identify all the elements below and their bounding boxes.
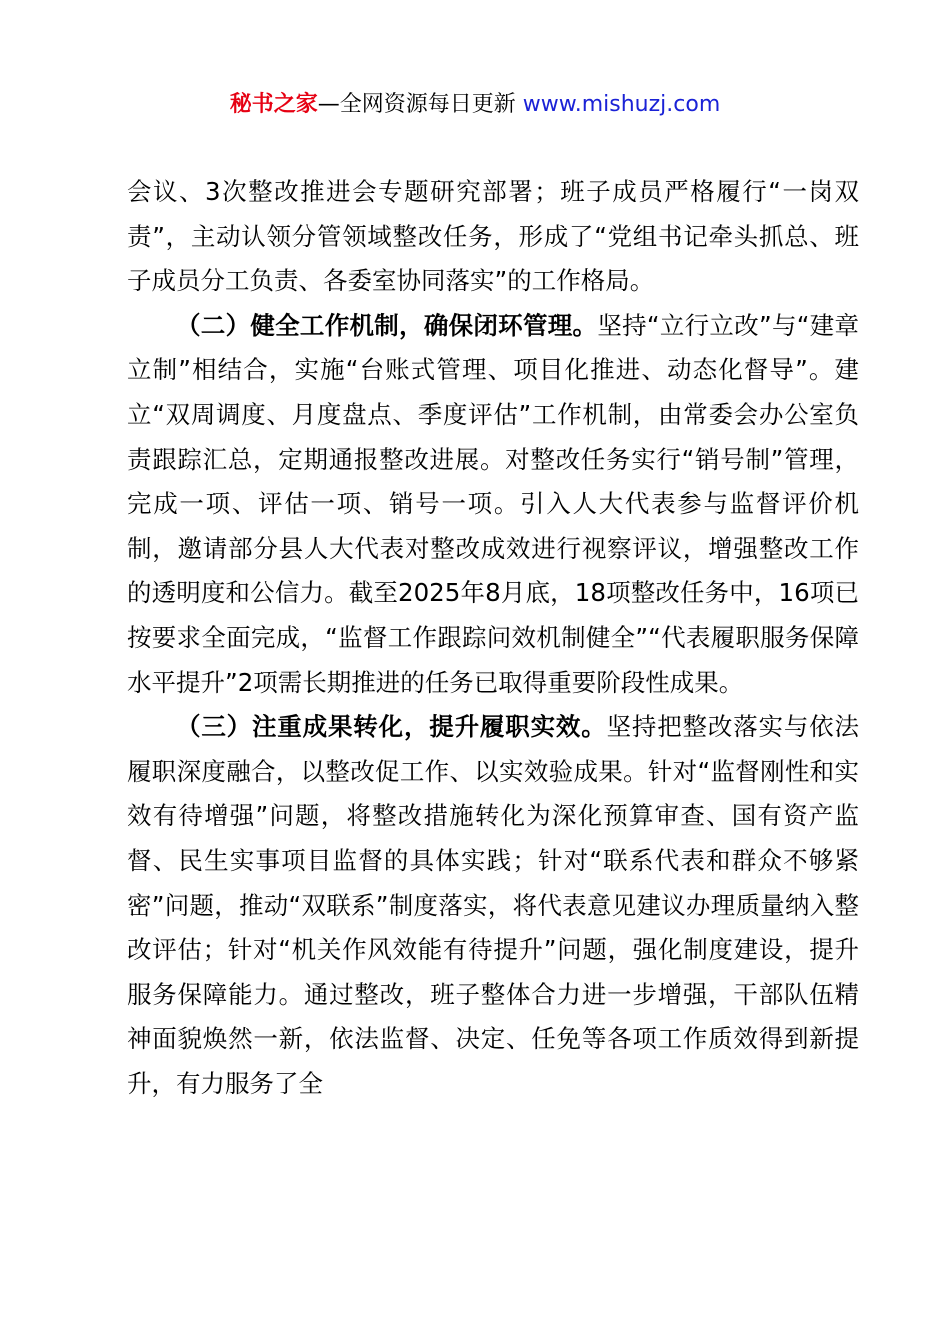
paragraph-3 <box>127 705 859 1106</box>
paragraph-1 <box>127 170 859 304</box>
header-tagline: —全网资源每日更新 <box>317 92 523 117</box>
header-brand: 秘书之家 <box>229 92 318 117</box>
header-site-link[interactable]: www.mishuzj.com <box>522 92 721 117</box>
paragraph-1-text: 会议、3次整改推进会专题研究部署；班子成员严格履行“一岗双责”，主动认领分管领域整改任务，形成了“党组书记牵头抓总、班子成员分工负责、各委室协同落实”的工作格局。 <box>127 177 859 296</box>
page-header <box>0 88 950 122</box>
document-body <box>127 170 859 1106</box>
section-heading-3: （三）注重成果转化，提升履职实效。 <box>176 712 607 742</box>
paragraph-3-text: 坚持把整改落实与依法履职深度融合，以整改促工作、以实效验成果。针对“监督刚性和实效有待增强”问题，将整改措施转化为深化预算审查、国有资产监督、民生实事项目监督的具体实践；针对“联系代表和群众不够紧密”问题，推动“双联系”制度落实，将代表意见建议办理质量纳入整改评估；针对“机关作风效能有待提升”问题，强化制度建设，提升服务保障能力。通过整改，班子整体合力进一步增强，干部队伍精神面貌焕然一新，依法监督、决定、任免等各项工作质效得到新提升，有力服务了全 <box>127 712 860 1098</box>
section-heading-2: （二）健全工作机制，确保闭环管理。 <box>176 310 598 340</box>
paragraph-2-text: 坚持“立行立改”与“建章立制”相结合，实施“台账式管理、项目化推进、动态化督导”。建立“双周调度、月度盘点、季度评估”工作机制，由常委会办公室负责跟踪汇总，定期通报整改进展。对整改任务实行“销号制”管理，完成一项、评估一项、销号一项。引入人大代表参与监督评价机制，邀请部分县人大代表对整改成效进行视察评议，增强整改工作的透明度和公信力。截至2025年8月底，18项整改任务中，16项已按要求全面完成，“监督工作跟踪问效机制健全”“代表履职服务保障水平提升”2项需长期推进的任务已取得重要阶段性成果。 <box>127 310 860 697</box>
paragraph-2 <box>127 304 859 705</box>
